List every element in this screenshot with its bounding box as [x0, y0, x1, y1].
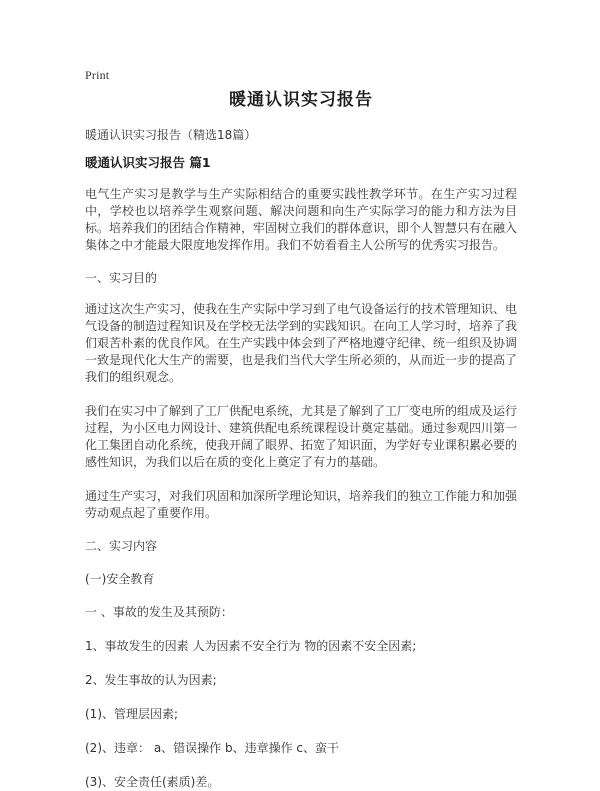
purpose-paragraph-1: 通过这次生产实习，使我在生产实际中学习到了电气设备运行的技术管理知识、电气设备的制造过程知识及在学校无法学到的实践知识。在向工人学习时，培养了我们艰苦朴素的优良作风。在生产实践中体会到了严格地遵守纪律、统一组织及协调一致是现代化大生产的需要，也是我们当代大学生所必须的，从而近一步的提高了我们的组织观念。 — [85, 302, 518, 384]
article-heading: 暖通认识实习报告 篇1 — [85, 155, 211, 170]
section-heading-purpose: 一、实习目的 — [85, 271, 158, 285]
print-button[interactable]: Print — [85, 68, 110, 82]
subsection-heading-safety-education: (一)安全教育 — [85, 572, 155, 586]
topic-heading-accident-prevention: 一 、事故的发生及其预防： — [85, 605, 233, 619]
page-title: 暖通认识实习报告 — [229, 90, 373, 110]
document-body — [85, 88, 517, 791]
purpose-paragraph-3: 通过生产实习，对我们巩固和加深所学理论知识，培养我们的独立工作能力和加强劳动观点起了重要作用。 — [85, 489, 518, 520]
intro-paragraph: 电气生产实习是教学与生产实际相结合的重要实践性教学环节。在生产实习过程中，学校也以培养学生观察问题、解决问题和向生产实际学习的能力和方法为目标。培养我们的团结合作精神，牢固树立我们的群体意识，即个人智慧只有在融入集体之中才能最大限度地发挥作用。我们不妨看看主人公所写的优秀实习报告。 — [85, 187, 518, 252]
list-item: 2、发生事故的认为因素; — [85, 673, 217, 687]
purpose-paragraph-2: 我们在实习中了解到了工厂供配电系统，尤其是了解到了工厂变电所的组成及运行过程，为小区电力网设计、建筑供配电系统课程设计奠定基础。通过参观四川第一化工集团自动化系统，使我开阔了眼界、拓宽了知识面，为学好专业课积累必要的感性知识，为我们以后在质的变化上奠定了有力的基础。 — [85, 404, 518, 469]
list-item: 1、事故发生的因素 人为因素不安全行为 物的因素不安全因素; — [85, 639, 417, 653]
list-item: (2)、违章： a、错误操作 b、违章操作 c、蛮干 — [85, 741, 340, 755]
document-subtitle: 暖通认识实习报告（精选18篇） — [85, 128, 257, 142]
accident-factor-list — [85, 638, 517, 791]
list-item: (1)、管理层因素; — [85, 707, 179, 721]
section-heading-content: 二、实习内容 — [85, 539, 158, 553]
list-item: (3)、安全责任(素质)差。 — [85, 775, 220, 789]
